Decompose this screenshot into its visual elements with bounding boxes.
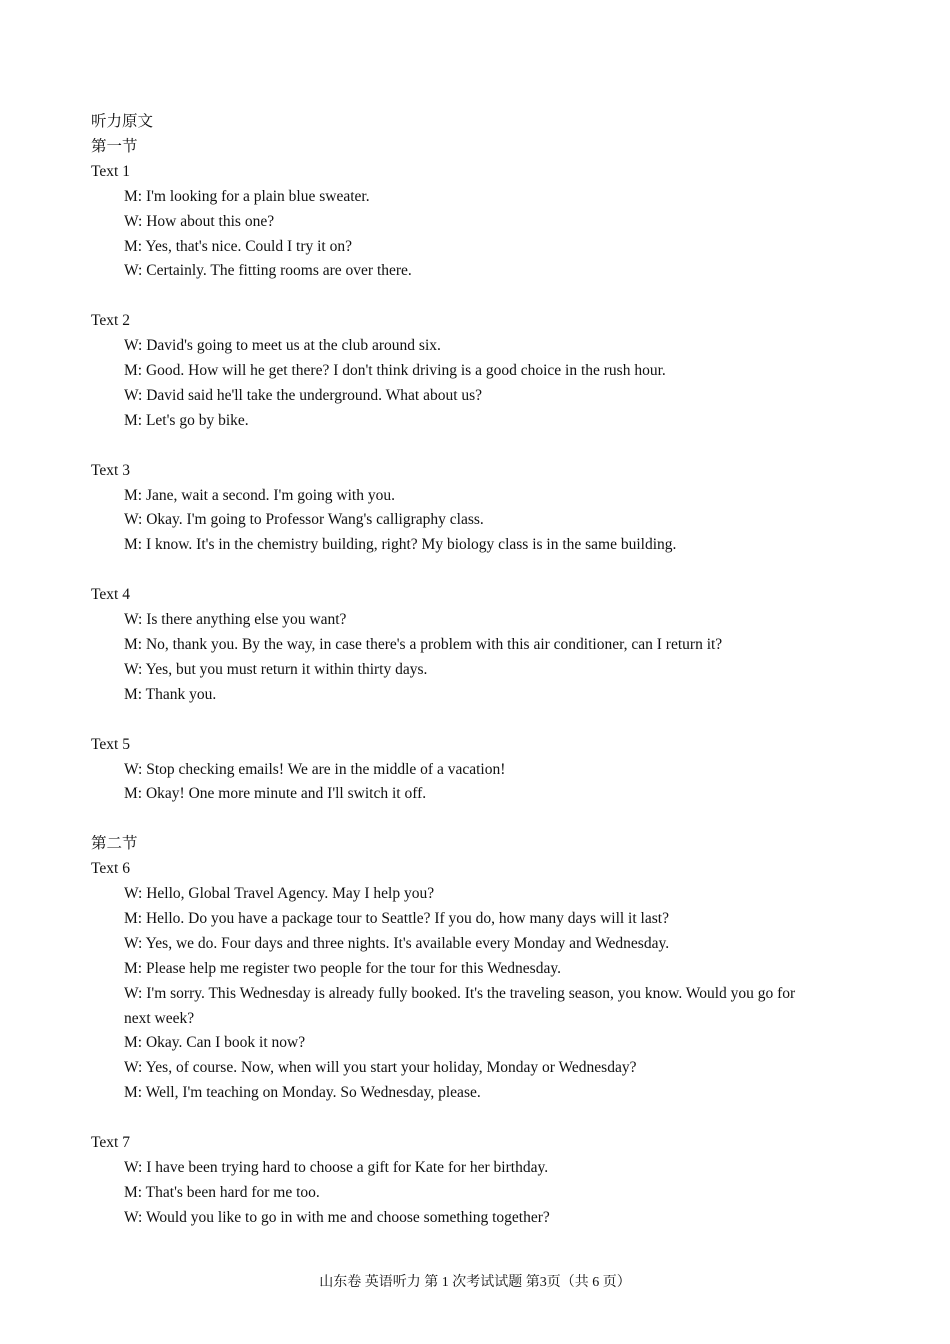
dialogue-line: M: No, thank you. By the way, in case there's a problem with this air conditioner, can I return it?	[124, 635, 723, 653]
dialogue-line: W: Yes, of course. Now, when will you start your holiday, Monday or Wednesday?	[124, 1059, 637, 1077]
text-block-4	[91, 583, 871, 708]
dialogue-line: W: Yes, but you must return it within thirty days.	[124, 660, 428, 678]
text-label: Text 7	[91, 1134, 130, 1152]
dialogue-line: W: Would you like to go in with me and choose something together?	[124, 1208, 550, 1226]
dialogue-line: M: I'm looking for a plain blue sweater.	[124, 187, 370, 205]
dialogue-line: W: Certainly. The fitting rooms are over there.	[124, 262, 412, 280]
document-title: 听力原文	[91, 113, 154, 130]
dialogue-line: W: Hello, Global Travel Agency. May I help you?	[124, 885, 435, 903]
section-heading-1: 第一节	[91, 137, 138, 155]
dialogue-line: W: David's going to meet us at the club around six.	[124, 337, 441, 355]
dialogue-line: M: I know. It's in the chemistry building, right? My biology class is in the same building.	[124, 536, 677, 554]
dialogue-line: W: I have been trying hard to choose a gift for Kate for her birthday.	[124, 1158, 549, 1176]
dialogue-line: M: Well, I'm teaching on Monday. So Wednesday, please.	[124, 1084, 481, 1102]
section-heading-2: 第二节	[91, 835, 138, 853]
dialogue-line: W: David said he'll take the underground. What about us?	[124, 386, 483, 404]
page-footer: 山东卷 英语听力 第 1 次考试试题 第3页（共 6 页）	[319, 1275, 631, 1290]
transcript-content	[91, 110, 871, 1231]
dialogue-line: M: Good. How will he get there? I don't think driving is a good choice in the rush hour.	[124, 362, 666, 380]
dialogue-line: W: Stop checking emails! We are in the middle of a vacation!	[124, 760, 506, 778]
text-label: Text 4	[91, 586, 130, 604]
text-block-1	[91, 160, 871, 285]
dialogue-line: M: Yes, that's nice. Could I try it on?	[124, 237, 352, 255]
text-block-2	[91, 309, 871, 434]
dialogue-line: M: Jane, wait a second. I'm going with you.	[124, 486, 395, 504]
dialogue-line: M: That's been hard for me too.	[124, 1183, 320, 1201]
dialogue-line-continued: next week?	[124, 1009, 195, 1027]
text-label: Text 2	[91, 312, 130, 330]
text-block-3	[91, 459, 871, 559]
dialogue-line: M: Let's go by bike.	[124, 411, 249, 429]
dialogue-line: W: Is there anything else you want?	[124, 611, 347, 629]
text-label: Text 6	[91, 860, 130, 878]
text-label: Text 3	[91, 461, 130, 479]
text-block-7	[91, 1131, 871, 1231]
text-label: Text 5	[91, 735, 130, 753]
dialogue-line: W: Yes, we do. Four days and three nights. It's available every Monday and Wednesday.	[124, 934, 670, 952]
dialogue-line: M: Thank you.	[124, 685, 217, 703]
dialogue-line: M: Please help me register two people for the tour for this Wednesday.	[124, 959, 561, 977]
dialogue-line: M: Okay. Can I book it now?	[124, 1034, 306, 1052]
dialogue-line: W: I'm sorry. This Wednesday is already fully booked. It's the traveling season, you know. Would you go for	[124, 984, 796, 1002]
text-block-6	[91, 857, 871, 1106]
dialogue-line: W: How about this one?	[124, 212, 275, 230]
text-block-5	[91, 733, 871, 808]
dialogue-line: M: Hello. Do you have a package tour to Seattle? If you do, how many days will it last?	[124, 909, 669, 927]
text-label: Text 1	[91, 162, 130, 180]
dialogue-line: W: Okay. I'm going to Professor Wang's calligraphy class.	[124, 511, 484, 529]
dialogue-line: M: Okay! One more minute and I'll switch it off.	[124, 785, 427, 803]
